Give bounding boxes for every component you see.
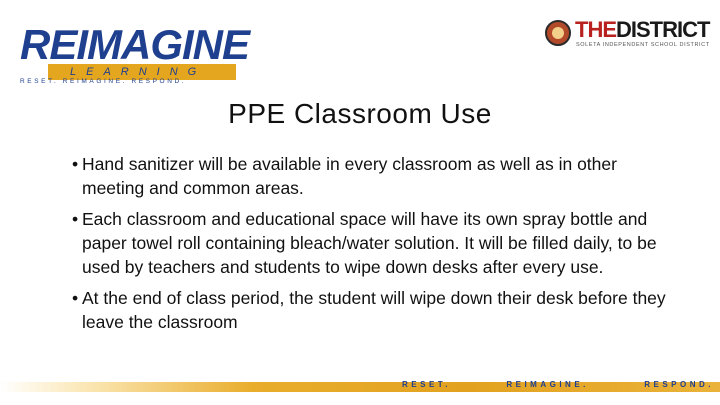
bullet-text: At the end of class period, the student will wipe down their desk before they leave the classroom	[82, 288, 666, 332]
district-name	[575, 18, 709, 42]
district-seal-icon	[545, 20, 571, 46]
bullet-item	[72, 286, 672, 334]
bullet-dot-icon: •	[72, 288, 79, 308]
slide-title-text: PPE Classroom Use	[228, 98, 492, 129]
logo-tagline: RESET. REIMAGINE. RESPOND.	[20, 78, 187, 85]
footer-item-respond: RESPOND.	[644, 380, 714, 389]
bullet-dot-icon: •	[72, 209, 79, 229]
district-subtitle: SOLETA INDEPENDENT SCHOOL DISTRICT	[576, 42, 710, 48]
footer-item-reset: RESET.	[402, 380, 452, 389]
logo-wordmark: REIMAGINE	[20, 21, 250, 68]
bullet-item	[72, 207, 672, 279]
slide-title	[0, 96, 720, 132]
bullet-text: Each classroom and educational space will have its own spray bottle and paper towel roll containing bleach/water solution. It will be filled daily, to be used by teachers and students to wipe down desks after every use.	[82, 209, 657, 277]
bullet-text: Hand sanitizer will be available in every classroom as well as in other meeting and common areas.	[82, 154, 617, 198]
footer-item-reimagine: REIMAGINE.	[506, 380, 589, 389]
footer-tagline	[402, 380, 714, 389]
district-name-main: DISTRICT	[616, 17, 710, 42]
bullet-item	[72, 152, 672, 200]
district-name-prefix: THE	[575, 17, 616, 42]
bullet-dot-icon: •	[72, 154, 79, 174]
reimagine-learning-logo	[18, 20, 250, 92]
bullet-list	[72, 152, 672, 341]
logo-band-text: LEARNING	[70, 66, 207, 78]
district-logo	[545, 17, 710, 54]
